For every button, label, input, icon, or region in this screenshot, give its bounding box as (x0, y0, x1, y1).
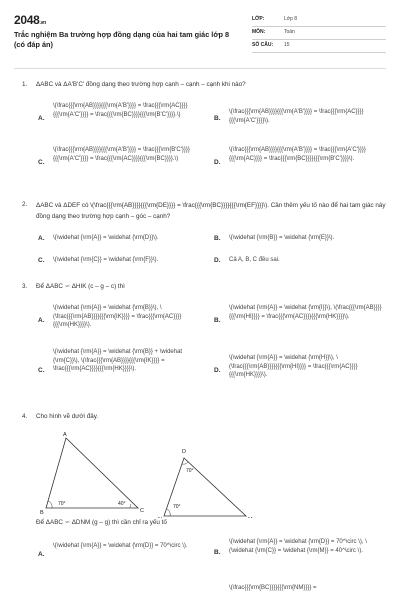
question-text: Cho hình vẽ dưới đây. (36, 413, 99, 420)
question-number: 3. (22, 283, 28, 290)
meta-key: MÔN: (252, 29, 266, 36)
angle-b-label: 70° (58, 501, 66, 507)
meta-key: LỚP: (252, 16, 265, 23)
option-key: A. (38, 317, 45, 324)
option-text: \(\widehat {\rm{A}} = \widehat {\rm{H}}\), \(\frac{{{\rm{AB}}}}{{{\rm{HI}}}} = \frac{{{\rm{AC}}}}{{{\rm{HK}}}}\). (229, 355, 358, 379)
triangle-abc-shape (46, 438, 138, 508)
vertex-a-label: A (63, 432, 67, 438)
triangles-figure (32, 428, 262, 518)
angle-b-arc (48, 501, 52, 508)
meta-value: Lớp 8 (284, 16, 298, 23)
option-text: \(\widehat {\rm{A}} = \widehat {\rm{I}}\), \(\frac{{{\rm{AB}}}}{{{\rm{HI}}}} = \frac{{{\rm{AC}}}}{{{\rm{HK}}}}\). (229, 305, 382, 320)
meta-info (252, 14, 386, 53)
option-key: D. (214, 159, 221, 166)
option-key: A. (38, 551, 45, 558)
triangle-abc (40, 432, 144, 516)
angle-n-label: 70° (173, 504, 181, 510)
option-text: \(\widehat {\rm{A}} = \widehat {\rm{B}}\), \(\frac{{{\rm{AB}}}}{{{\rm{IK}}}} = \frac{{{\rm{AC}}}}{{{\rm{HK}}}}\). (53, 305, 182, 329)
question-number: 1. (22, 81, 28, 88)
option-text: Cả A, B, C đều sai. (229, 257, 280, 263)
option-key: A. (38, 235, 45, 242)
option-text: \(\widehat {\rm{A}} = \widehat {\rm{B}} + \widehat {\rm{C}}\), \(\frac{{{\rm{AB}}}}{{{\rm{IK}}}} = \frac{{{\rm{AC}}}}{{{\rm{HK}}}}\). (53, 349, 183, 373)
triangle-dnm (158, 449, 253, 518)
option-d[interactable] (214, 146, 386, 184)
question-prompt: Để ΔABC ∽ ΔDNM (g – g) thì cần chỉ ra yếu tố (36, 519, 167, 526)
option-text: \(\widehat {\rm{A}} = \widehat {\rm{D}}\). (53, 235, 159, 241)
option-text: \(\frac{{{\rm{AB}}}}{{{\rm{A'B'}}}} = \frac{{{\rm{B'C'}}}}{{{\rm{A'C'}}}} = \frac{{{\rm{AC}}}}{{{\rm{BC}}}}.\) (53, 147, 190, 162)
option-d[interactable] (214, 354, 386, 392)
option-a[interactable] (38, 304, 208, 342)
option-a[interactable] (38, 542, 208, 572)
option-text: \(\widehat {\rm{A}} = \widehat {\rm{D}} = 70^\circ \), \(\widehat {\rm{C}} = \widehat {\rm{M}} = 40^\circ \). (229, 539, 367, 554)
option-key: C. (38, 367, 45, 374)
meta-row-count (252, 40, 386, 53)
question-text: ΔABC và ΔDEF có \(\frac{{{\rm{AB}}}}{{{\rm{DE}}}} = \frac{{{\rm{BC}}}}{{{\rm{EF}}}}\). Cần thêm yếu tố nào để hai tam giác này đồng dạng theo trường hợp cạnh – góc – cạnh? (36, 202, 386, 221)
option-key: D. (214, 257, 221, 264)
option-text: \(\widehat {\rm{B}} = \widehat {\rm{E}}\). (229, 235, 335, 241)
option-b[interactable] (214, 108, 386, 138)
document-header (14, 12, 386, 60)
meta-row-grade (252, 14, 386, 27)
option-key: A. (38, 115, 45, 122)
option-key: D. (214, 367, 221, 374)
question-1 (22, 80, 386, 200)
angle-n-arc (167, 509, 170, 516)
question-3 (22, 282, 386, 402)
option-key: B. (214, 115, 221, 122)
site-logo[interactable]: 2048.vn (14, 13, 46, 27)
option-text: \(\widehat {\rm{A}} = \widehat {\rm{D}} = 70^\circ \). (53, 543, 188, 549)
option-c[interactable] (38, 146, 208, 184)
divider (14, 68, 386, 69)
option-key: C. (38, 257, 45, 264)
meta-row-subject (252, 27, 386, 40)
angle-c-arc (130, 504, 131, 508)
option-key: B. (214, 549, 221, 556)
option-key: B. (214, 235, 221, 242)
option-a[interactable] (38, 234, 208, 246)
meta-value: 15 (284, 42, 290, 49)
option-text: \(\widehat {\rm{C}} = \widehat {\rm{F}}\). (53, 257, 159, 263)
option-b[interactable] (214, 304, 386, 342)
question-text: Để ΔABC ∽ ΔHIK (c – g – c) thì (36, 283, 125, 290)
option-text: \(\frac{{{\rm{AB}}}}{{{\rm{A'B'}}}} = \frac{{{\rm{AC}}}}{{{\rm{A'C'}}}} = \frac{{{\rm{BC}}}}{{{\rm{B'C'}}}}.\) (53, 103, 188, 118)
option-c-partial[interactable] (214, 584, 386, 598)
question-2 (22, 200, 386, 275)
vertex-b-label: B (40, 510, 44, 516)
option-text: \(\frac{{{\rm{AB}}}}{{{\rm{A'B'}}}} = \frac{{{\rm{A'C'}}}}{{{\rm{AC}}}} = \frac{{{\rm{BC}}}}{{{\rm{B'C'}}}}\). (229, 147, 366, 162)
document-title: Trắc nghiệm Ba trường hợp đồng dạng của hai tam giác lớp 8 (có đáp án) (14, 30, 230, 49)
angle-c-label: 40° (118, 501, 126, 507)
option-c[interactable] (38, 256, 208, 268)
angle-d-label: 70° (186, 468, 194, 474)
option-text: \(\frac{{{\rm{BC}}}}{{{\rm{NM}}}} = (229, 585, 317, 591)
option-a[interactable] (38, 102, 208, 140)
question-4 (22, 412, 386, 600)
meta-value: Toán (284, 29, 295, 36)
meta-key: SỐ CÂU: (252, 42, 274, 49)
vertex-d-label: D (182, 449, 186, 455)
question-number: 4. (22, 413, 28, 420)
question-number: 2. (22, 201, 28, 208)
vertex-c-label: C (140, 508, 144, 514)
option-b[interactable] (214, 234, 386, 246)
option-key: C. (38, 159, 45, 166)
option-d[interactable] (214, 256, 386, 268)
question-text: ΔABC và ΔA'B'C' đồng dạng theo trường hợp cạnh – cạnh – cạnh khi nào? (36, 81, 246, 88)
option-text: \(\frac{{{\rm{AB}}}}{{{\rm{A'B'}}}} = \frac{{{\rm{AC}}}}{{{\rm{A'C'}}}}\). (229, 109, 364, 124)
option-b[interactable] (214, 538, 386, 576)
option-key: B. (214, 317, 221, 324)
option-c[interactable] (38, 348, 208, 396)
